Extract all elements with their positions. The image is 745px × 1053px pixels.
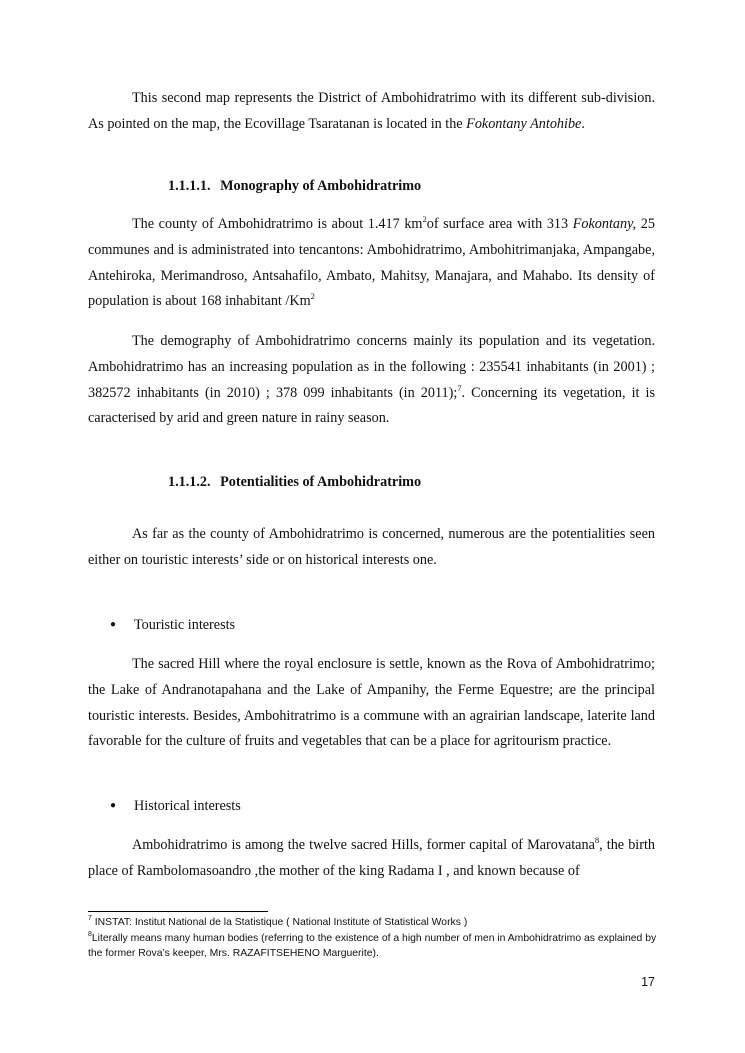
bullet-historical-interests: ● Historical interests — [110, 798, 241, 814]
footnote-8: $^8$Literally means many human bodies (referring to the existence of a high number of men in Ambohidratrimo as explained by the former Rova’s keeper, Mrs. RAZAFITSEHENO Marguerite). — [88, 931, 657, 959]
footnote-7: $^7$ INSTAT: Institut National de la Statistique ( National Institute of Statistical Works ) — [88, 915, 468, 928]
footnote-ref-8[interactable]: 8 — [594, 835, 600, 845]
section-heading-monography: 1.1.1.1. Monography of Ambohidratrimo — [168, 178, 422, 194]
page-number: 17 — [641, 975, 655, 989]
footnote-separator — [88, 911, 268, 912]
demography-paragraph: The demography of Ambohidratrimo concerns mainly its population and its vegetation. Ambohidratrimo has an increasing population as in the following : 235541 inhabitants (in 2001) ; 382572 inhabitants (in 2010) ; 378 099 inhabitants (in 2011);$^7$. Concerning its vegetation, it is caracterised by arid and green nature in rainy season. — [88, 333, 655, 427]
section-heading-potentialities: 1.1.1.2. Potentialities of Ambohidratrimo — [168, 474, 422, 490]
bullet-touristic-interests: ● Touristic interests — [110, 617, 236, 633]
bullet-icon: ● — [110, 619, 117, 630]
county-paragraph: The county of Ambohidratrimo is about 1.417 $km^2of$ surface area with 313 Fokontany, 25 communes and is administrated into tencantons: Ambohidratrimo, Ambohitrimanjaka, Ampangabe, Antehiroka, Merimandroso, Antsahafilo, Ambato, Mahitsy, Manajara, and Mahabo. Its density of population is about 168 inhabitant /Km$^2$ — [88, 214, 655, 310]
potential-paragraph: As far as the county of Ambohidratrimo is concerned, numerous are the potentialities seen either on touristic interests’ side or on historical interests one. — [88, 526, 655, 568]
intro-paragraph: This second map represents the District of Ambohidratrimo with its different sub-division. As pointed on the map, the Ecovillage Tsaratanan is located in the Fokontany Antohibe. — [88, 90, 655, 132]
touristic-paragraph: The sacred Hill where the royal enclosure is settle, known as the Rova of Ambohidratrimo; the Lake of Andranotapahana and the Lake of Ampanihy, the Ferme Equestre; are the principal touristic interests. Besides, Ambohitratrimo is a commune with an agrairian landscape, laterite land favorable for the culture of fruits and vegetables that can be a place for agritourism practice. — [88, 656, 655, 750]
historical-paragraph: Ambohidratrimo is among the twelve sacred Hills, former capital of Marovatana$^8$, the birth place of Rambolomasoandro ,the mother of the king Radama I , and known because of — [88, 835, 655, 879]
bullet-icon: ● — [110, 800, 117, 811]
footnote-ref-7[interactable]: 7 — [457, 382, 462, 393]
